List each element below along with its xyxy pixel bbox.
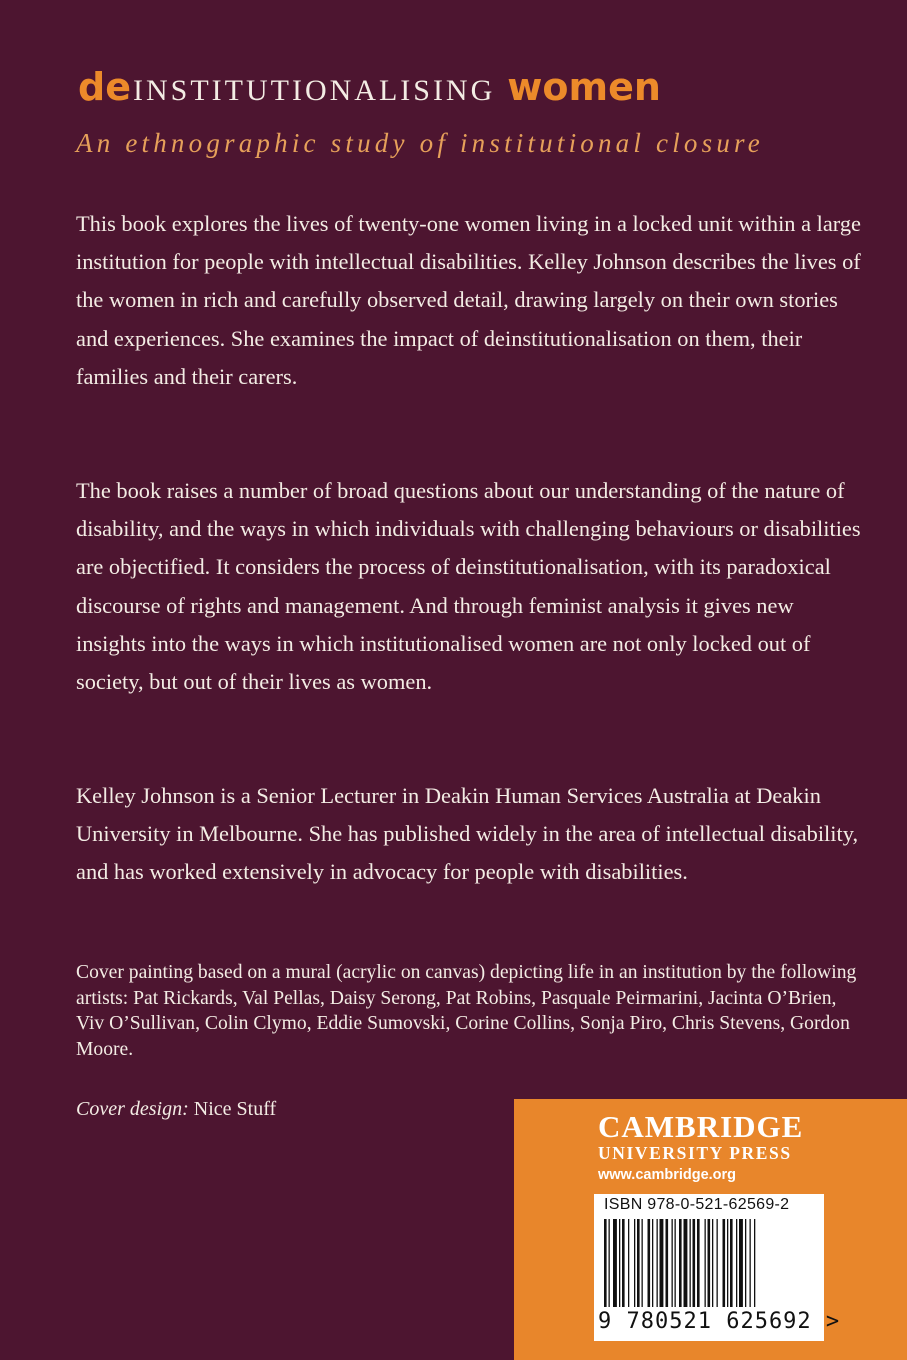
book-title [78, 65, 661, 109]
barcode-stripe [712, 1219, 713, 1307]
barcode-stripe [730, 1219, 733, 1307]
publisher-subtitle: UNIVERSITY PRESS [598, 1143, 792, 1163]
cover-painting-credits: Cover painting based on a mural (acrylic on canvas) depicting life in an institution by the following artists: Pat Rickards, Val Pellas, Daisy Serong, Pat Robins, Pasquale Peirmarini, Jacinta O’Brien, Viv O’Sullivan, Colin Clymo, Eddie Sumovski, Corine Collins, Sonja Piro, Chris Stevens, Gordon Moore. [76, 962, 857, 1060]
cover-design-value: Nice Stuff [193, 1098, 277, 1120]
isbn-text: ISBN 978-0-521-62569-2 [604, 1196, 790, 1213]
publisher-name: CAMBRIDGE [598, 1109, 804, 1144]
barcode-stripe [666, 1219, 669, 1307]
title-prefix: de [78, 65, 131, 109]
barcode-stripe [660, 1219, 664, 1307]
title-middle: INSTITUTIONALISING [132, 74, 496, 107]
barcode-stripe [754, 1219, 755, 1307]
barcode-bars [600, 1219, 818, 1309]
barcode-stripe [628, 1219, 629, 1307]
barcode-stripe [637, 1219, 640, 1307]
barcode-stripe [736, 1219, 737, 1307]
barcode-stripe [705, 1219, 706, 1307]
barcode-stripe [604, 1219, 607, 1307]
barcode-stripe [727, 1219, 728, 1307]
author-bio-paragraph: Kelley Johnson is a Senior Lecturer in Deakin Human Services Australia at Deakin University in Melbourne. She has published widely in the area of intellectual disability, and has worked extensively in advocacy for people with disabilities. [76, 783, 859, 885]
cover-design-credit [76, 1098, 276, 1121]
barcode-stripe [684, 1219, 688, 1307]
barcode-stripe [708, 1219, 711, 1307]
publisher-block [514, 1099, 907, 1360]
barcode-stripe [652, 1219, 653, 1307]
cover-design-label: Cover design: [76, 1098, 189, 1120]
barcode-stripe [717, 1219, 718, 1307]
description-paragraph-1: This book explores the lives of twenty-one women living in a locked unit within a large institution for people with intellectual disabilities. Kelley Johnson describes the lives of the women in rich and carefully observed detail, drawing largely on their own stories and experiences. She examines the impact of deinstitutionalisation on them, their families and their carers. [76, 211, 861, 389]
barcode-stripe [679, 1219, 682, 1307]
barcode-digits: 9 780521 625692 > [598, 1309, 841, 1334]
barcode-stripe [622, 1219, 625, 1307]
barcode-stripe [675, 1219, 676, 1307]
barcode-stripe [697, 1219, 700, 1307]
barcode-stripe [648, 1219, 651, 1307]
barcode-stripe [609, 1219, 610, 1307]
book-subtitle: An ethnographic study of institutional closure [76, 128, 764, 158]
isbn-barcode [594, 1194, 841, 1341]
barcode-stripe [723, 1219, 726, 1307]
barcode-stripe [750, 1219, 751, 1307]
barcode-stripe [642, 1219, 643, 1307]
barcode-stripe [745, 1219, 746, 1307]
barcode-stripe [693, 1219, 696, 1307]
barcode-stripe [657, 1219, 658, 1307]
barcode-stripe [690, 1219, 691, 1307]
barcode-stripe [672, 1219, 673, 1307]
publisher-url: www.cambridge.org [598, 1167, 737, 1183]
barcode-stripe [619, 1219, 620, 1307]
barcode-stripe [739, 1219, 743, 1307]
barcode-stripe [634, 1219, 635, 1307]
barcode-stripe [613, 1219, 617, 1307]
title-suffix: women [507, 65, 661, 109]
description-paragraph-2: The book raises a number of broad questions about our understanding of the nature of disability, and the ways in which individuals with challenging behaviours or disabilities are objectified. It considers the process of deinstitutionalisation, with its paradoxical discourse of rights and management. And through feminist analysis it gives new insights into the ways in which institutionalised women are not only locked out of society, but out of their lives as women. [76, 478, 861, 695]
